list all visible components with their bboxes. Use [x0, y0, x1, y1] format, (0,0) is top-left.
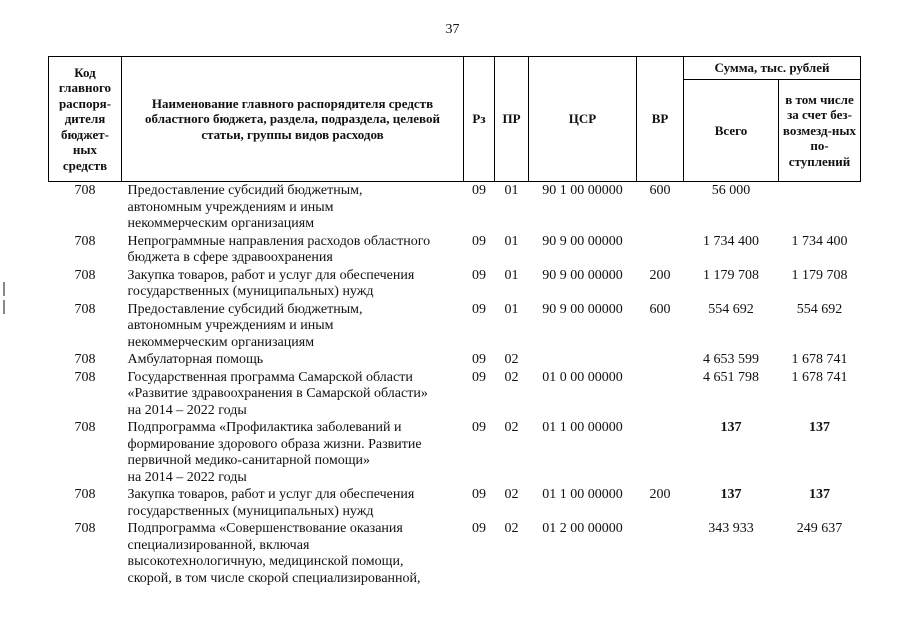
table-row: [49, 521, 861, 588]
table-row: [49, 420, 861, 487]
scan-edge-mark: [3, 300, 5, 314]
cell-vr: 600: [649, 183, 671, 198]
cell-vr: 200: [649, 487, 671, 502]
cell-vr: [637, 521, 684, 588]
name-line: автономным учреждениям и иным: [127, 199, 334, 215]
table-body: [49, 182, 861, 589]
cell-total: 343 933: [708, 521, 754, 536]
name-line: некоммерческим организациям: [127, 216, 315, 231]
table-row: [49, 487, 861, 521]
cell-free: 137: [809, 420, 830, 435]
name-line: Подпрограмма «Профилактика заболеваний и: [127, 420, 402, 435]
header-total: Всего: [684, 80, 779, 182]
table-row: [49, 302, 861, 353]
cell-free: 1 734 400: [791, 233, 848, 249]
cell-total: 56 000: [711, 183, 751, 198]
header-vr: ВР: [637, 57, 684, 182]
cell-csr: 01 1 00 00000: [542, 487, 623, 502]
cell-code: 708: [74, 183, 96, 198]
cell-pr: 02: [504, 369, 519, 385]
cell-name: [122, 234, 464, 268]
name-line: Закупка товаров, работ и услуг для обеспечения: [127, 487, 415, 502]
page-number: 37: [445, 22, 460, 37]
cell-code: 708: [74, 267, 96, 283]
cell-pr: 02: [504, 487, 519, 502]
cell-free: [779, 182, 861, 234]
name-line: государственных (муниципальных) нужд: [127, 503, 374, 519]
cell-pr: 01: [504, 233, 519, 249]
budget-table: [48, 56, 861, 588]
name-line: «Развитие здравоохранения в Самарской области»: [127, 386, 428, 401]
cell-vr: 200: [649, 267, 671, 283]
cell-free: 1 678 741: [791, 369, 848, 385]
cell-free: 249 637: [796, 521, 843, 536]
cell-vr: [637, 420, 684, 487]
cell-pr: 01: [504, 183, 519, 198]
name-line: скорой, в том числе скорой специализированной,: [127, 570, 421, 586]
cell-pr: 01: [504, 301, 519, 317]
cell-free: 137: [809, 487, 830, 502]
cell-name: [122, 302, 464, 353]
header-sum: Сумма, тыс. рублей: [684, 57, 861, 80]
cell-code: 708: [74, 487, 96, 502]
cell-free: 554 692: [796, 301, 843, 317]
cell-free: 1 678 741: [791, 352, 848, 367]
table-row: [49, 352, 861, 370]
cell-csr: 01 2 00 00000: [542, 521, 623, 536]
cell-code: 708: [74, 352, 96, 367]
cell-csr: 90 9 00 00000: [542, 267, 623, 283]
cell-total: 4 651 798: [703, 369, 759, 385]
cell-pr: 01: [504, 267, 519, 283]
name-line: на 2014 – 2022 годы: [127, 402, 247, 418]
name-line: Амбулаторная помощь: [127, 352, 264, 367]
table-row: [49, 370, 861, 421]
cell-rz: 09: [472, 521, 486, 536]
header-name: Наименование главного распорядителя средств областного бюджета, раздела, подраздела, целевой статьи, группы видов расходов: [122, 57, 464, 182]
name-line: некоммерческим организациям: [127, 334, 315, 350]
name-line: Предоставление субсидий бюджетным,: [127, 301, 363, 317]
table-row: [49, 234, 861, 268]
cell-pr: 02: [504, 521, 519, 536]
name-line: Непрограммные направления расходов областного: [127, 233, 431, 249]
cell-csr: 01 0 00 00000: [542, 369, 623, 385]
name-line: специализированной, включая: [127, 537, 310, 553]
cell-code: 708: [74, 369, 96, 385]
cell-total: 554 692: [708, 301, 754, 317]
cell-csr: 01 1 00 00000: [542, 420, 623, 435]
cell-free: 1 179 708: [791, 267, 848, 283]
cell-rz: 09: [472, 183, 486, 198]
cell-total: 4 653 599: [703, 352, 759, 367]
cell-code: 708: [74, 420, 96, 435]
name-line: на 2014 – 2022 годы: [127, 469, 247, 485]
cell-vr: [637, 352, 684, 370]
name-line: Закупка товаров, работ и услуг для обеспечения: [127, 267, 415, 283]
cell-name: [122, 370, 464, 421]
cell-rz: 09: [472, 420, 486, 435]
cell-rz: 09: [472, 233, 486, 249]
table-row: [49, 268, 861, 302]
cell-csr: [529, 352, 637, 370]
cell-pr: 02: [504, 420, 519, 435]
cell-code: 708: [74, 233, 96, 249]
table-row: [49, 182, 861, 234]
name-line: высокотехнологичную, медицинской помощи,: [127, 554, 404, 569]
cell-csr: 90 9 00 00000: [542, 233, 623, 249]
header-free: в том числе за счет без-возмезд-ных по-ступлений: [779, 80, 861, 182]
cell-name: [122, 487, 464, 521]
cell-vr: [637, 370, 684, 421]
cell-total: 137: [720, 487, 742, 502]
cell-pr: 02: [504, 352, 519, 367]
cell-rz: 09: [472, 352, 486, 367]
name-line: формирование здорового образа жизни. Развитие: [127, 436, 422, 452]
cell-name: [122, 420, 464, 487]
name-line: первичной медико-санитарной помощи»: [127, 453, 371, 468]
cell-name: [122, 521, 464, 588]
header-code: Код главного распоря-дителя бюджет-ных средств: [49, 57, 122, 182]
cell-csr: 90 9 00 00000: [542, 301, 623, 317]
cell-code: 708: [74, 521, 96, 536]
header-rz: Рз: [464, 57, 495, 182]
cell-name: [122, 182, 464, 234]
cell-vr: [637, 234, 684, 268]
cell-total: 1 179 708: [703, 267, 759, 283]
name-line: Предоставление субсидий бюджетным,: [127, 183, 363, 198]
header-csr: ЦСР: [529, 57, 637, 182]
name-line: государственных (муниципальных) нужд: [127, 284, 374, 299]
cell-rz: 09: [472, 301, 486, 317]
cell-rz: 09: [472, 267, 486, 283]
name-line: Подпрограмма «Совершенствование оказания: [127, 521, 403, 536]
cell-name: [122, 268, 464, 302]
cell-code: 708: [74, 301, 96, 317]
cell-csr: 90 1 00 00000: [542, 183, 623, 198]
cell-total: 137: [720, 420, 742, 435]
scan-edge-mark: [3, 282, 5, 296]
cell-name: [122, 352, 464, 370]
cell-total: 1 734 400: [703, 233, 759, 249]
cell-rz: 09: [472, 487, 486, 502]
cell-rz: 09: [472, 369, 486, 385]
name-line: Государственная программа Самарской области: [127, 369, 413, 385]
name-line: автономным учреждениям и иным: [127, 318, 334, 333]
cell-vr: 600: [649, 301, 671, 317]
header-pr: ПР: [495, 57, 529, 182]
name-line: бюджета в сфере здравоохранения: [127, 250, 333, 265]
